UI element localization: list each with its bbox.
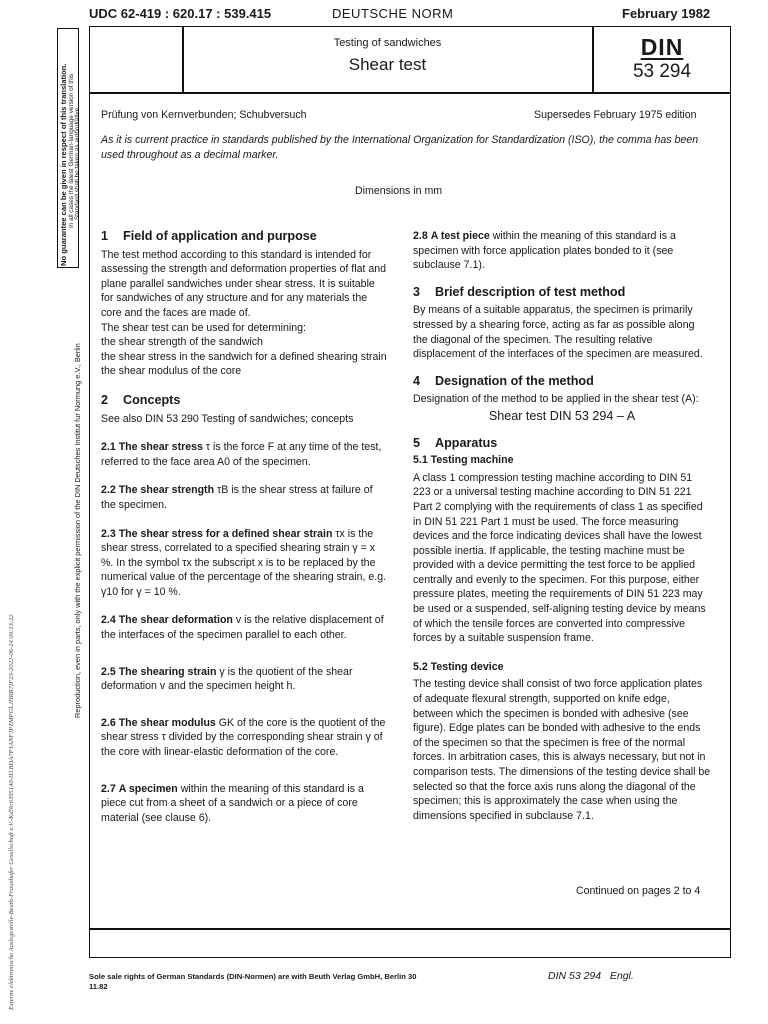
clause-text: v is the relative displacement of the interfaces of the specimen parallel to each other. — [101, 614, 384, 642]
publication-date: February 1982 — [622, 6, 711, 21]
concept-2-8 — [413, 229, 711, 273]
section-number: 4 — [413, 373, 421, 388]
concept-2-2 — [101, 483, 387, 512]
bottom-divider — [89, 928, 731, 930]
clause-number: 2.3 — [101, 527, 116, 540]
clause-term: The shearing strain — [118, 665, 217, 678]
section-5-heading — [413, 436, 711, 451]
section-title: Apparatus — [435, 435, 498, 450]
clause-term: The shear strength — [118, 484, 215, 497]
paragraph: The testing device shall consist of two force application plates of adequate flexural strength, supported on knife edge, between which the specimen is bonded with adhesive (see figure). Edge plates can be bonded with adhesive to the ends of the specimen so that the specimen is free of the normal forces. In arbitration cases, this is always necessary, but not in comparison tests. The dimensions of the testing device shall be selected so that the force axis runs along the diagonal of the specimen; this is approximately the case when using the dimensions specified in subclause 7.1. — [413, 678, 711, 822]
din-logo-text: DIN — [640, 34, 684, 60]
section-number: 5 — [413, 435, 421, 450]
concept-2-6 — [101, 716, 387, 760]
concept-2-5 — [101, 665, 387, 694]
clause-number: 2.8 — [413, 230, 428, 242]
section-number: 3 — [413, 284, 421, 299]
section-2-heading — [101, 393, 387, 408]
paragraph: The shear test can be used for determining: — [101, 321, 306, 334]
clause-number: 2.6 — [101, 716, 116, 729]
clause-number: 2.4 — [101, 614, 116, 627]
section-1-heading — [101, 229, 387, 244]
clause-number: 2.2 — [101, 484, 116, 497]
paragraph: Designation of the method to be applied in the shear test (A): — [413, 393, 699, 406]
watermark: Externe elektronische Auslegestelle-Beuth-Fraunhofer Gesellschaft e.V.-KdNr.6395140-ID.BDA7P1ANFJPZMPGLJHRR7IF23-2022-06-24 09:13:22 — [8, 614, 15, 1010]
document-reference: DIN 53 294 Engl. — [548, 970, 634, 982]
supersedes-note: Supersedes February 1975 edition — [534, 109, 697, 121]
clause-text: within the meaning of this standard is a piece cut from a sheet of a sandwich or a piece of core material (see clause 6). — [101, 782, 364, 824]
guarantee-line-2: In all cases the latest German-language version of this — [68, 73, 75, 228]
din-logo — [593, 34, 731, 83]
clause-term: A specimen — [118, 782, 178, 795]
clause-text: GK of the core is the quotient of the shear stress τ divided by the corresponding shear strain γ of the core with linear-elastic deformation of the core. — [101, 716, 386, 759]
document-subtitle: Testing of sandwiches — [333, 37, 442, 49]
clause-term: The shear stress — [118, 441, 203, 454]
edition-code: 11.82 — [89, 982, 108, 991]
clause-term: The shear modulus — [118, 716, 216, 729]
section-number: 2 — [101, 392, 109, 407]
section-number: 1 — [101, 229, 109, 243]
udc-code: UDC 62-419 : 620.17 : 539.415 — [89, 6, 272, 21]
paragraph: By means of a suitable apparatus, the specimen is primarily stressed by a shearing force, acting as far as possible along the diagonal of the specimen. The resulting relative displacement of the interfaces of the specimen are measured. — [413, 304, 703, 361]
paragraph: the shear modulus of the core — [101, 365, 242, 378]
section-title: Field of application and purpose — [123, 229, 317, 243]
din-number: 53 294 — [632, 61, 692, 82]
clause-text: γ is the quotient of the shear deformation v and the specimen height h. — [101, 665, 353, 693]
section-title: Designation of the method — [435, 373, 594, 388]
subsection-5-2-heading: 5.2 Testing device — [413, 660, 504, 673]
right-column — [413, 229, 711, 823]
subsection-5-1-heading: 5.1 Testing machine — [413, 454, 514, 467]
german-title: Prüfung von Kernverbunden; Schubversuch — [101, 109, 307, 121]
guarantee-line-3: Standard shall be taken as authoritative. — [74, 105, 81, 220]
paragraph: The test method according to this standard is intended for assessing the strength and deformation properties of flat and plane parallel sandwiches under shear stress. It is suitable for sandwiches of any structure and for any materials the core and the faces are made of. — [101, 248, 387, 319]
header-divider — [89, 92, 731, 94]
section-3-heading — [413, 285, 711, 300]
clause-text: τB is the shear stress at failure of the specimen. — [101, 484, 373, 511]
continued-note: Continued on pages 2 to 4 — [576, 885, 701, 897]
clause-term: The shear deformation — [118, 614, 233, 627]
clause-term: A test piece — [430, 230, 490, 242]
method-designation: Shear test DIN 53 294 – A — [488, 408, 636, 423]
reproduction-notice: Reproduction, even in parts, only with the explicit permission of the DIN Deutsches Institut fur Normung e.V., Berlin — [73, 343, 82, 718]
document-title: Shear test — [348, 55, 427, 74]
paragraph: A class 1 compression testing machine according to DIN 51 223 or a universal testing machine according to DIN 51 221 Part 2 complying with the requirements of class 1 as specified in DIN 51 221 Part 1 must be used. The force measuring devices and the force indicating devices shall have the lowest possible inertia. If applicable, the testing machine must be provided with a device permitting the test force to be applied centrally and evenly to the specimen. For this purpose, either pressure plates, meeting the requirements of DIN 51 223 may be used or a suspended, self-aligning testing device by means of which the tensile forces are converted into compressive forces by a suitable suspension frame. — [413, 471, 706, 645]
section-title: Brief description of test method — [435, 284, 626, 299]
clause-number: 2.1 — [101, 441, 116, 454]
concept-2-1 — [101, 440, 387, 469]
clause-number: 2.7 — [101, 782, 116, 795]
paragraph: the shear stress in the sandwich for a defined shearing strain — [101, 350, 387, 363]
guarantee-line-1: No guarantee can be given in respect of this translation. — [59, 63, 68, 266]
clause-text: τx is the shear stress, correlated to a specified shearing strain γ = x %. In the symbol τx the subscript x is to be replaced by the numerical value of the percentage of the shearing strain, e.g. γ10 for γ = 10 %. — [101, 527, 387, 598]
left-column — [101, 229, 387, 825]
standard-type: DEUTSCHE NORM — [332, 6, 454, 21]
section-title: Concepts — [123, 392, 181, 407]
decimal-note: As it is current practice in standards published by the International Organization for Standardization (ISO), the comma has been used throughout as a decimal marker. — [101, 134, 699, 161]
paragraph: See also DIN 53 290 Testing of sandwiches; concepts — [101, 412, 354, 425]
concept-2-7 — [101, 782, 387, 826]
dimensions-note: Dimensions in mm — [355, 185, 443, 197]
paragraph: the shear strength of the sandwich — [101, 336, 263, 349]
clause-term: The shear stress for a defined shear strain — [118, 527, 333, 540]
clause-text: within the meaning of this standard is a specimen with force application plates bonded to it (see subclause 7.1). — [413, 230, 676, 272]
sales-rights: Sole sale rights of German Standards (DIN-Normen) are with Beuth Verlag GmbH, Berlin 30 — [89, 972, 417, 981]
clause-number: 2.5 — [101, 665, 116, 678]
clause-text: τ is the force F at any time of the test, referred to the face area A0 of the specimen. — [101, 441, 382, 468]
concept-2-3 — [101, 527, 387, 600]
concept-2-4 — [101, 613, 387, 642]
section-4-heading — [413, 374, 711, 389]
